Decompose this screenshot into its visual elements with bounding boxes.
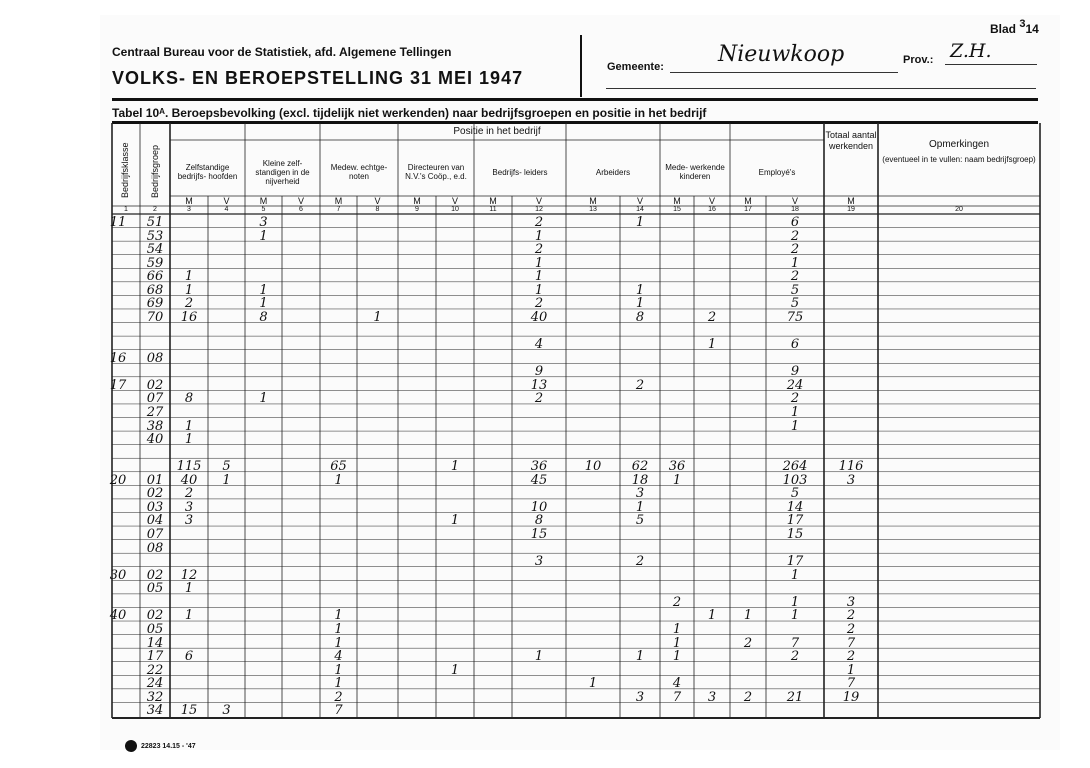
column-number: 7: [336, 206, 341, 213]
bedrijfsklasse-cell: 17: [109, 377, 127, 393]
column-number: 11: [489, 206, 497, 213]
table-cell: 1: [790, 608, 800, 624]
column-number: 15: [673, 206, 681, 213]
table-cell: 1: [707, 608, 717, 624]
table-cell: 2: [534, 391, 544, 407]
bedrijfsgroep-cell: 07: [146, 527, 164, 543]
table-cell: 1: [334, 676, 343, 692]
bedrijfsgroep-cell: 08: [146, 350, 164, 366]
column-number: 19: [847, 206, 855, 213]
table-cell: 6: [184, 649, 194, 665]
bedrijfsgroep-cell: 68: [146, 282, 164, 298]
table-cell: 1: [635, 282, 645, 298]
table-cell: 36: [668, 459, 686, 475]
bedrijfsgroep-cell: 03: [146, 499, 164, 515]
table-cell: 3: [635, 486, 645, 502]
table-cell: 1: [184, 432, 194, 448]
table-cell: 8: [184, 391, 194, 407]
table-cell: 1: [184, 269, 194, 285]
table-cell: 6: [790, 337, 800, 353]
mv-label: M: [413, 196, 421, 206]
table-cell: 1: [259, 391, 268, 407]
bedrijfsklasse-cell: 40: [109, 608, 127, 624]
table-cell: 9: [534, 364, 544, 380]
table-cell: 9: [790, 364, 800, 380]
column-number: 20: [955, 206, 963, 213]
column-number: 12: [535, 206, 543, 213]
column-number: 9: [415, 206, 419, 213]
table-cell: 1: [450, 459, 460, 475]
table-cell: 1: [184, 608, 194, 624]
column-number: 2: [153, 206, 157, 213]
table-cell: 1: [534, 269, 544, 285]
opmerkingen-header: Opmerkingen: [928, 139, 990, 150]
column-number: 8: [375, 206, 380, 213]
group-header: Mede- werkende kinderen: [665, 163, 725, 181]
table-cell: 1: [334, 608, 343, 624]
group-header: Kleine zelf- standigen in de nijverheid: [255, 158, 310, 186]
table-cell: 1: [450, 662, 460, 678]
table-cell: 2: [790, 269, 800, 285]
table-cell: 3: [259, 215, 268, 230]
mv-label: M: [847, 196, 855, 206]
column-number: 4: [224, 206, 229, 213]
mv-label: M: [589, 196, 597, 206]
bedrijfsgroep-cell: 14: [146, 635, 164, 651]
bedrijfsklasse-cell: 11: [109, 215, 127, 230]
group-header: Medew. echtge- noten: [330, 163, 388, 181]
table-cell: 1: [743, 608, 753, 624]
bedrijfsgroep-cell: 02: [146, 608, 164, 624]
table-cell: 1: [635, 649, 645, 665]
table-cell: 15: [180, 703, 198, 719]
mv-label: M: [673, 196, 681, 206]
table-cell: 1: [334, 622, 343, 638]
group-header: Bedrijfs- leiders: [492, 167, 548, 177]
bedrijfsgroep-cell: 04: [146, 513, 164, 529]
table-cell: 3: [222, 703, 231, 719]
table-cell: 2: [184, 486, 194, 502]
table-cell: 1: [790, 418, 800, 434]
group-header: Arbeiders: [595, 167, 631, 177]
mv-label: M: [259, 196, 268, 206]
table-cell: 40: [180, 472, 198, 488]
column-number: 17: [744, 206, 752, 213]
bedrijfsgroep-cell: 24: [146, 676, 164, 692]
mv-label: V: [636, 196, 643, 206]
table-cell: 5: [790, 282, 800, 298]
column-number: 18: [791, 206, 799, 213]
table-cell: 6: [790, 215, 800, 230]
group-header: Directeuren van N.V.'s Coöp., e.d.: [405, 163, 467, 181]
bureau-heading: Centraal Bureau voor de Statistiek, afd. Algemene Tellingen: [112, 45, 452, 59]
table-cell: 1: [184, 418, 194, 434]
column-number: 14: [636, 206, 644, 213]
bedrijfsgroep-cell: 32: [146, 689, 164, 705]
bedrijfsgroep-cell: 05: [146, 622, 164, 638]
table-cell: 2: [743, 689, 753, 705]
table-cell: 1: [635, 499, 645, 515]
table-title: Tabel 10ᴬ. Beroepsbevolking (excl. tijdelijk niet werkenden) naar bedrijfsgroepen en positie in het bedrijf: [112, 106, 707, 120]
table-cell: 7: [846, 635, 856, 651]
table-cell: 1: [259, 228, 268, 244]
table-cell: 1: [707, 337, 717, 353]
table-cell: 1: [588, 676, 598, 692]
bedrijfsklasse-cell: 30: [109, 567, 127, 583]
table-cell: 16: [180, 309, 198, 325]
table-cell: 75: [786, 309, 804, 325]
table-cell: 2: [707, 309, 717, 325]
table-cell: 18: [631, 472, 649, 488]
table-cell: 3: [184, 499, 194, 515]
positie-header: Positie in het bedrijf: [453, 126, 541, 137]
table-cell: 8: [534, 513, 544, 529]
bedrijfsgroep-cell: 07: [146, 391, 164, 407]
totaal-header: Totaal aantal werkenden: [825, 130, 877, 151]
bedrijfsgroep-cell: 69: [146, 296, 164, 312]
table-cell: 40: [530, 309, 548, 325]
table-cell: 12: [180, 567, 198, 583]
table-cell: 7: [790, 635, 800, 651]
table-cell: 1: [790, 594, 800, 610]
provincie-value: Z.H.: [950, 40, 992, 62]
table-cell: 3: [184, 513, 194, 529]
table-cell: 2: [534, 296, 544, 312]
table-cell: 1: [259, 296, 268, 312]
table-cell: 1: [846, 662, 856, 678]
bedrijfsgroep-header: Bedrijfsgroep: [150, 144, 160, 198]
mv-label: M: [334, 196, 343, 206]
table-cell: 19: [842, 689, 860, 705]
table-cell: 1: [672, 635, 682, 651]
table-cell: 115: [176, 459, 202, 475]
table-cell: 4: [334, 649, 343, 665]
table-cell: 3: [534, 554, 544, 570]
mv-label: V: [297, 196, 304, 206]
table-cell: 10: [530, 499, 548, 515]
table-cell: 116: [838, 459, 864, 475]
table-cell: 7: [846, 676, 856, 692]
table-cell: 1: [635, 215, 645, 230]
mv-label: M: [744, 196, 752, 206]
table-cell: 1: [534, 228, 544, 244]
column-number: 13: [589, 206, 597, 213]
mv-label: V: [708, 196, 715, 206]
bedrijfsgroep-cell: 54: [146, 242, 164, 258]
column-number: 10: [451, 206, 459, 213]
bedrijfsklasse-header: Bedrijfsklasse: [120, 142, 130, 198]
table-cell: 2: [743, 635, 753, 651]
bedrijfsgroep-cell: 53: [146, 228, 164, 244]
table-cell: 1: [672, 649, 682, 665]
bedrijfsklasse-cell: 16: [109, 350, 127, 366]
gemeente-value: Nieuwkoop: [718, 42, 845, 67]
table-cell: 62: [631, 459, 649, 475]
gemeente-label: Gemeente:: [607, 61, 664, 73]
table-cell: 5: [222, 459, 231, 475]
table-cell: 264: [782, 459, 808, 475]
table-cell: 1: [450, 513, 460, 529]
mv-label: V: [451, 196, 458, 206]
table-cell: 2: [635, 554, 645, 570]
table-cell: 1: [259, 282, 268, 298]
table-cell: 1: [334, 662, 343, 678]
column-number: 3: [187, 206, 191, 213]
table-cell: 2: [790, 391, 800, 407]
table-cell: 1: [635, 296, 645, 312]
table-cell: 24: [786, 377, 804, 393]
table-cell: 5: [635, 513, 645, 529]
table-cell: 5: [790, 296, 800, 312]
table-cell: 14: [786, 499, 804, 515]
table-cell: 1: [373, 309, 382, 325]
table-cell: 15: [786, 527, 804, 543]
opmerkingen-sub-header: (eventueel in te vullen: naam bedrijfsgroep): [882, 155, 1036, 164]
table-cell: 2: [334, 689, 343, 705]
table-cell: 15: [530, 527, 548, 543]
bedrijfsgroep-cell: 66: [146, 269, 164, 285]
bedrijfsgroep-cell: 02: [146, 377, 164, 393]
table-cell: 1: [334, 472, 343, 488]
table-cell: 1: [184, 581, 194, 597]
table-cell: 1: [790, 567, 800, 583]
bedrijfsgroep-cell: 02: [146, 486, 164, 502]
bedrijfsgroep-cell: 34: [146, 703, 164, 719]
table-cell: 2: [846, 622, 856, 638]
table-cell: 3: [635, 689, 645, 705]
table-cell: 2: [635, 377, 645, 393]
table-cell: 3: [846, 472, 856, 488]
table-cell: 7: [334, 703, 343, 719]
bedrijfsgroep-cell: 38: [146, 418, 164, 434]
table-cell: 4: [534, 337, 544, 353]
table-cell: 103: [782, 472, 808, 488]
bedrijfsgroep-cell: 70: [146, 309, 164, 325]
table-cell: 10: [584, 459, 602, 475]
blad-superscript: 3: [1019, 18, 1026, 30]
table-cell: 1: [334, 635, 343, 651]
printer-logo-icon: [125, 740, 137, 752]
column-number: 1: [124, 206, 128, 213]
table-cell: 1: [534, 255, 544, 271]
table-cell: 1: [790, 404, 800, 420]
group-header: Zelfstandige bedrijfs- hoofden: [177, 163, 238, 181]
bedrijfsgroep-cell: 59: [146, 255, 164, 271]
table-cell: 13: [530, 377, 548, 393]
table-cell: 2: [846, 608, 856, 624]
table-cell: 17: [786, 513, 804, 529]
bedrijfsgroep-cell: 22: [146, 662, 164, 678]
table-cell: 3: [707, 689, 717, 705]
table-cell: 4: [672, 676, 682, 692]
bedrijfsgroep-cell: 08: [146, 540, 164, 556]
mv-label: V: [374, 196, 381, 206]
table-cell: 2: [184, 296, 194, 312]
column-number: 16: [708, 206, 716, 213]
column-number: 5: [261, 206, 266, 213]
census-title: VOLKS- EN BEROEPSTELLING 31 MEI 1947: [112, 68, 524, 88]
table-cell: 21: [786, 689, 804, 705]
table-cell: 36: [530, 459, 548, 475]
table-cell: 2: [534, 215, 544, 230]
bedrijfsgroep-cell: 01: [146, 472, 164, 488]
group-header: Employé's: [758, 167, 796, 177]
table-cell: 1: [534, 282, 544, 298]
print-footer: [125, 740, 196, 752]
blad-value: 14: [1025, 22, 1039, 36]
table-cell: 2: [846, 649, 856, 665]
table-cell: 1: [790, 255, 800, 271]
table-cell: 1: [184, 282, 194, 298]
mv-label: V: [791, 196, 798, 206]
bedrijfsgroep-cell: 02: [146, 567, 164, 583]
mv-label: V: [535, 196, 542, 206]
table-cell: 8: [635, 309, 645, 325]
print-code: 22823 14.15 - '47: [141, 742, 196, 750]
table-cell: 2: [790, 242, 800, 258]
bedrijfsgroep-cell: 40: [146, 432, 164, 448]
provincie-label: Prov.:: [903, 54, 934, 66]
table-cell: 7: [672, 689, 682, 705]
table-cell: 5: [790, 486, 800, 502]
table-cell: 17: [786, 554, 804, 570]
table-cell: 2: [534, 242, 544, 258]
table-cell: 65: [330, 459, 347, 475]
bedrijfsgroep-cell: 05: [146, 581, 164, 597]
bedrijfsgroep-cell: 17: [146, 649, 164, 665]
table-cell: 1: [672, 622, 682, 638]
table-cell: 2: [790, 649, 800, 665]
table-cell: 8: [259, 309, 268, 325]
blad-label: Blad: [990, 22, 1017, 36]
bedrijfsklasse-cell: 20: [109, 472, 127, 488]
table-cell: 1: [534, 649, 544, 665]
mv-label: M: [489, 196, 497, 206]
table-cell: 2: [672, 594, 682, 610]
mv-label: V: [223, 196, 230, 206]
table-cell: 45: [530, 472, 548, 488]
table-cell: 3: [846, 594, 856, 610]
bedrijfsgroep-cell: 27: [146, 404, 164, 420]
mv-label: M: [185, 196, 193, 206]
column-number: 6: [299, 206, 303, 213]
bedrijfsgroep-cell: 51: [146, 215, 164, 230]
table-cell: 2: [790, 228, 800, 244]
table-cell: 1: [222, 472, 231, 488]
table-cell: 1: [672, 472, 682, 488]
